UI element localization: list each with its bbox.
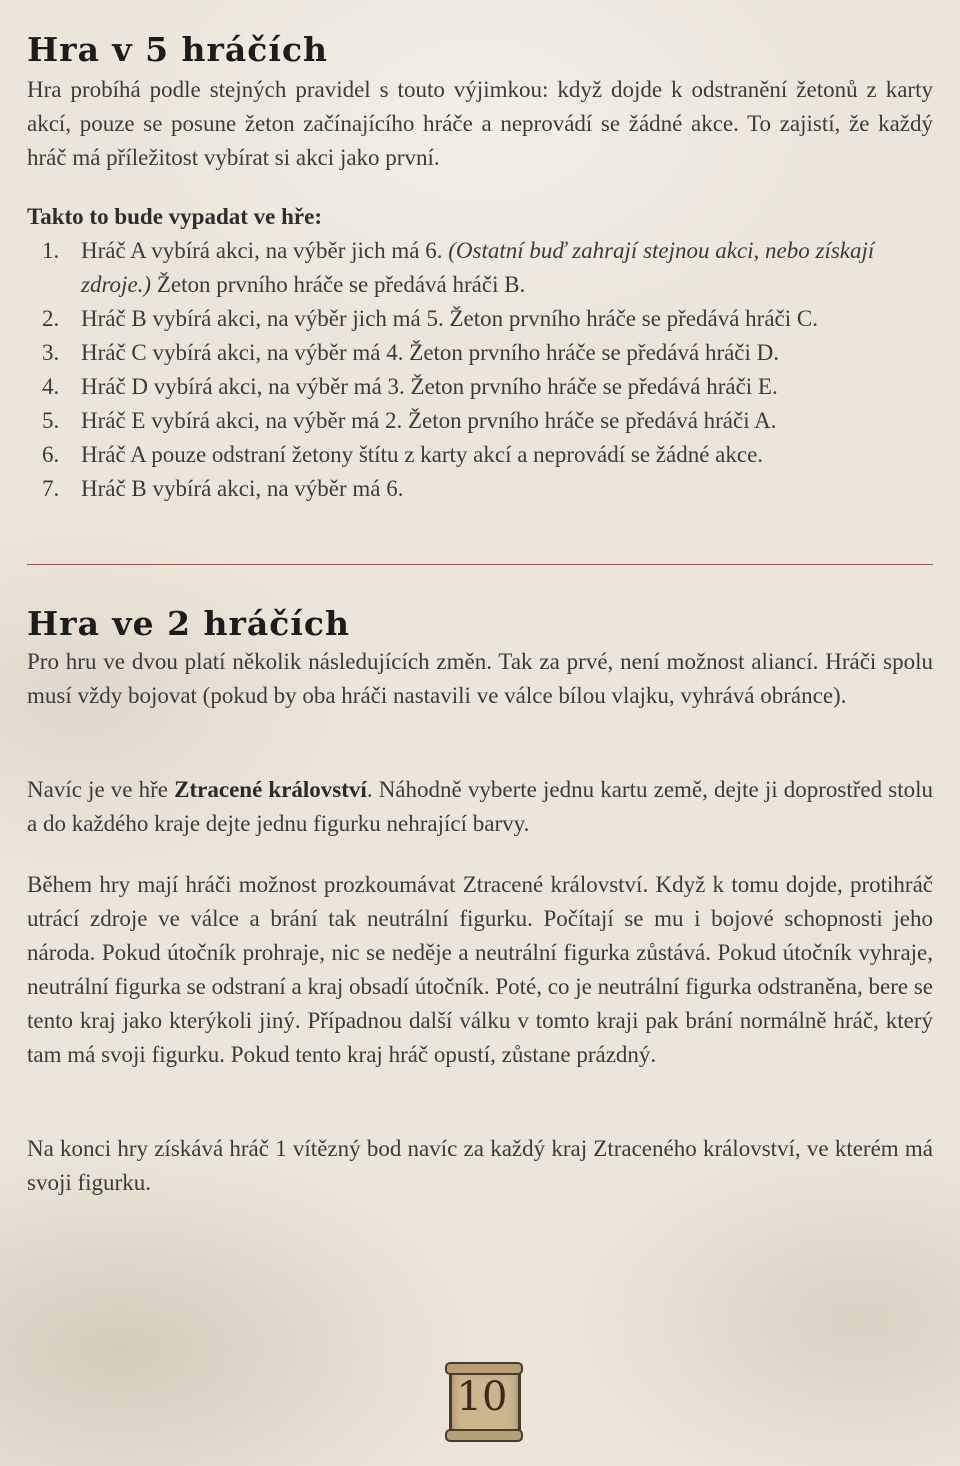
list-item bbox=[27, 370, 933, 404]
step-text: Hráč B vybírá akci, na výběr má 6. bbox=[81, 476, 404, 501]
example-steps-list bbox=[27, 234, 933, 506]
lost-kingdom-term: Ztracené království bbox=[174, 777, 367, 802]
p2-text-after: . Náhodně vyberte jednu kartu země, dejte ji doprostřed stolu a do každého kraje dejte jednu figurku nehrající barvy. bbox=[27, 777, 933, 836]
p2-text-before: Navíc je ve hře bbox=[27, 777, 175, 802]
two-player-p4: Na konci hry získává hráč 1 vítězný bod navíc za každý kraj Ztraceného království, ve kterém má svoji figurku. bbox=[27, 1136, 933, 1195]
list-item bbox=[27, 234, 933, 302]
step-text: Hráč A vybírá akci, na výběr jich má 6. bbox=[81, 238, 449, 263]
step-number: 5. bbox=[42, 408, 60, 433]
five-player-intro: Hra probíhá podle stejných pravidel s touto výjimkou: když dojde k odstranění žetonů z karty akcí, pouze se posune žeton začínajícího hráče a neprovádí se žádné akce. To zajistí, že každý hráč má příležitost vybírat si akci jako první. bbox=[27, 77, 933, 170]
step-text: Hráč D vybírá akci, na výběr má 3. Žeton prvního hráče se předává hráči E. bbox=[81, 374, 778, 399]
list-item bbox=[27, 302, 933, 336]
example-label: Takto to bude vypadat ve hře: bbox=[27, 204, 322, 229]
step-number: 3. bbox=[42, 340, 60, 365]
step-number: 2. bbox=[42, 306, 60, 331]
step-text: Hráč E vybírá akci, na výběr má 2. Žeton prvního hráče se předává hráči A. bbox=[81, 408, 777, 433]
step-text: Hráč C vybírá akci, na výběr má 4. Žeton prvního hráče se předává hráči D. bbox=[81, 340, 780, 365]
scroll-curl-bottom bbox=[445, 1429, 523, 1442]
list-item bbox=[27, 336, 933, 370]
step-number: 6. bbox=[42, 442, 60, 467]
two-player-p1: Pro hru ve dvou platí několik následujících změn. Tak za prvé, není možnost aliancí. Hráči spolu musí vždy bojovat (pokud by oba hráči nastavili ve válce bílou vlajku, vyhrává obránce). bbox=[27, 649, 933, 708]
list-item bbox=[27, 438, 933, 472]
step-number: 4. bbox=[42, 374, 60, 399]
step-number: 7. bbox=[42, 476, 60, 501]
step-number: 1. bbox=[42, 238, 60, 263]
step-text: Hráč B vybírá akci, na výběr jich má 5. Žeton prvního hráče se předává hráči C. bbox=[81, 306, 818, 331]
list-item bbox=[27, 404, 933, 438]
page-number-badge bbox=[445, 1362, 519, 1440]
two-player-title: Hra ve 2 hráčích bbox=[27, 604, 351, 643]
list-item bbox=[27, 472, 933, 506]
two-player-p2 bbox=[27, 773, 933, 841]
step-text-after: Žeton prvního hráče se předává hráči B. bbox=[151, 272, 526, 297]
page-number: 10 bbox=[456, 1374, 508, 1420]
section-divider bbox=[27, 564, 933, 565]
step-note: (Ostatní buď zahrají stejnou akci, nebo získají zdroje.) bbox=[81, 238, 875, 297]
two-player-p3: Během hry mají hráči možnost prozkoumávat Ztracené království. Když k tomu dojde, protihráč utrácí zdroje ve válce a brání tak neutrální figurku. Počítají se mu i bojové schopnosti jeho národa. Pokud útočník prohraje, nic se neděje a neutrální figurka zůstává. Pokud útočník vyhraje, neutrální figurka se odstraní a kraj obsadí útočník. Poté, co je neutrální figurka odstraněna, bere se tento kraj jako kterýkoli jiný. Případnou další válku v tomto kraji pak brání normálně hráč, který tam má svoji figurku. Pokud tento kraj hráč opustí, zůstane prázdný. bbox=[27, 872, 933, 1067]
five-player-title: Hra v 5 hráčích bbox=[27, 30, 329, 69]
step-text: Hráč A pouze odstraní žetony štítu z karty akcí a neprovádí se žádné akce. bbox=[81, 442, 764, 467]
